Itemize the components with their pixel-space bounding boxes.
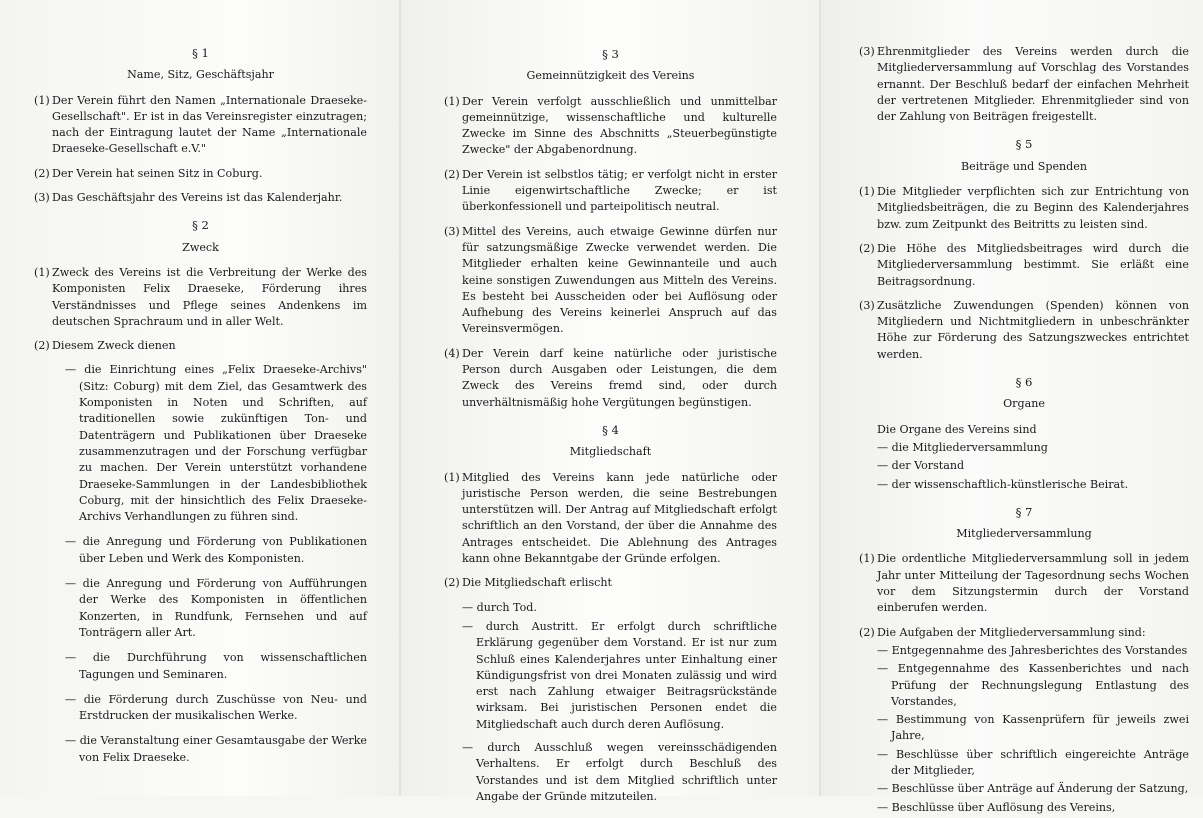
paragraph bbox=[444, 167, 777, 216]
paragraph-text: Mittel des Vereins, auch etwaige Gewinne dürfen nur für satzungsmäßige Zwecke verwendet werden. Die Mitglieder erhalten keine Gewinnanteile und auch keine sonstigen Zuwendungen aus Mitteln des Vereins. Es besteht bei Ausscheiden oder bei Auflösung oder Aufhebung des Vereins keinerlei Anspruch auf das Vereinsvermögen. bbox=[462, 224, 777, 336]
paragraph bbox=[444, 94, 777, 159]
paragraph-text: Der Verein ist selbstlos tätig; er verfolgt nicht in erster Linie eigenwirtschaftliche Zwecke; er ist überkonfessionell und parteipolitisch neutral. bbox=[462, 167, 777, 214]
section-title: Gemeinnützigkeit des Vereins bbox=[526, 69, 695, 83]
paragraph bbox=[444, 470, 777, 568]
section-sign: § 6 bbox=[1015, 375, 1033, 390]
section-sign: § 4 bbox=[602, 422, 619, 437]
paragraph bbox=[444, 575, 777, 591]
paragraph-number: (2) bbox=[444, 167, 460, 181]
paragraph-text: Der Verein hat seinen Sitz in Coburg. bbox=[52, 166, 263, 180]
paragraph-text: Zusätzliche Zuwendungen (Spenden) können von Mitgliedern und Nichtmitgliedern in unbeschränkter Höhe zur Förderung des Satzungszweckes entrichtet werden. bbox=[877, 298, 1189, 361]
list-item: — die Förderung durch Zuschüsse von Neu- und Erstdrucken der musikalischen Werke. bbox=[65, 692, 367, 723]
list-item: — Bestimmung von Kassenprüfern für jeweils zwei Jahre, bbox=[877, 713, 1189, 743]
section-title: Zweck bbox=[182, 240, 219, 254]
section-sign: § 3 bbox=[602, 47, 619, 61]
organs-list bbox=[877, 440, 1189, 493]
paragraph-number: (2) bbox=[444, 576, 460, 590]
section-sign: § 2 bbox=[192, 218, 209, 233]
list-item: — der Vorstand bbox=[877, 459, 965, 473]
list-item: — die Anregung und Förderung von Aufführungen der Werke des Komponisten in öffentlichen Konzerten, in Rundfunk, Fernsehen und auf Tonträgern aller Art. bbox=[65, 577, 367, 639]
paragraph-number: (1) bbox=[859, 185, 875, 199]
paragraph-number: (1) bbox=[444, 94, 460, 108]
paragraph bbox=[34, 338, 367, 354]
paragraph-number: (2) bbox=[34, 339, 50, 353]
paragraph-text: Die Mitgliedschaft erlischt bbox=[462, 576, 612, 590]
paragraph-number: (1) bbox=[444, 470, 460, 484]
list-item: — die Anregung und Förderung von Publikationen über Leben und Werk des Komponisten. bbox=[65, 535, 367, 565]
list-item: — die Durchführung von wissenschaftlichen Tagungen und Seminaren. bbox=[65, 651, 367, 681]
section-sign: § 1 bbox=[192, 46, 209, 60]
list-item: — durch Tod. bbox=[462, 600, 537, 614]
fold-line-left bbox=[399, 0, 401, 796]
list-item: — die Mitgliederversammlung bbox=[877, 440, 1048, 454]
paragraph bbox=[859, 625, 1189, 641]
paragraph-number: (2) bbox=[859, 625, 875, 639]
paragraph bbox=[34, 93, 367, 158]
paragraph bbox=[859, 184, 1189, 233]
paragraph-number: (1) bbox=[34, 93, 50, 107]
section-title: Mitgliedschaft bbox=[569, 445, 652, 459]
list-item: — Entgegennahme des Kassenberichtes und nach Prüfung der Rechnungslegung Entlastung des Vorstandes, bbox=[877, 662, 1189, 708]
paragraph-text: Die Aufgaben der Mitgliederversammlung sind: bbox=[877, 625, 1146, 639]
section-title: Mitgliederversammlung bbox=[956, 527, 1092, 541]
list-item: — Beschlüsse über Anträge auf Änderung der Satzung, bbox=[877, 782, 1189, 796]
paragraph bbox=[34, 190, 367, 206]
paragraph-number: (2) bbox=[859, 241, 875, 255]
section-sign: § 5 bbox=[1015, 137, 1033, 152]
list-item: — die Einrichtung eines „Felix Draeseke-Archivs" (Sitz: Coburg) mit dem Ziel, das Gesamtwerk des Komponisten in Noten und Schriften, auf traditionellen sowie zukünftigen Ton- und Datenträgern und Publikationen über Draeseke zusammenzutragen und der Forschung verfügbar zu machen. Der Verein unterstützt vorhandene Draeseke-Sammlungen in der Landesbibliothek Coburg, mit der hinsichtlich des Felix Draeseke-Archivs Verhandlungen zu führen sind. bbox=[65, 363, 367, 524]
section-title: Beiträge und Spenden bbox=[961, 159, 1087, 173]
section-title: Name, Sitz, Geschäftsjahr bbox=[127, 68, 274, 82]
paragraph-number: (3) bbox=[859, 45, 875, 58]
list-item: — Beschlüsse über Auflösung des Vereins, bbox=[877, 800, 1116, 814]
paragraph-text: Die Mitglieder verpflichten sich zur Entrichtung von Mitgliedsbeiträgen, die zu Beginn des Kalenderjahres bzw. zum Zeitpunkt des Beitritts zu leisten sind. bbox=[877, 185, 1189, 231]
paragraph-text: Zweck des Vereins ist die Verbreitung der Werke des Komponisten Felix Draeseke, Förderung ihres Verständnisses und Pflege seines Andenkens im deutschen Sprachraum und in aller Welt. bbox=[52, 265, 367, 328]
paragraph-text: Der Verein darf keine natürliche oder juristische Person durch Ausgaben oder Leistungen, die dem Zweck des Vereins fremd sind, oder durch unverhältnismäßig hohe Vergütungen begünstigen. bbox=[462, 346, 777, 409]
column-left bbox=[34, 45, 367, 775]
paragraph bbox=[859, 241, 1189, 290]
paragraph bbox=[34, 166, 367, 182]
paragraph-text: Der Verein führt den Namen „Internationale Draeseke-Gesellschaft". Er ist in das Vereinsregister einzutragen; nach der Eintragung lautet der Name „Internationale Draeseke-Gesellschaft e.V." bbox=[52, 93, 367, 156]
column-middle bbox=[444, 46, 777, 808]
column-right bbox=[859, 44, 1189, 818]
paragraph-text: Die ordentliche Mitgliederversammlung soll in jedem Jahr unter Mitteilung der Tagesordnung sechs Wochen vor dem Sitzungstermin durch der Vorstand einberufen werden. bbox=[877, 552, 1189, 615]
paragraph bbox=[34, 265, 367, 330]
list-item: — der wissenschaftlich-künstlerische Beirat. bbox=[877, 477, 1129, 491]
list-item: — durch Austritt. Er erfolgt durch schriftliche Erklärung gegenüber dem Vorstand. Er ist nur zum Schluß eines Kalenderjahres unter Einhaltung einer Kündigungsfrist von drei Monaten zulässig und wird erst nach Zahlung etwaiger Beitragsrückstände wirksam. Bei juristischen Personen endet die Mitgliedschaft auch durch deren Auflösung. bbox=[462, 619, 777, 731]
paragraph-number: (1) bbox=[34, 265, 50, 279]
list-item: — die Veranstaltung einer Gesamtausgabe der Werke von Felix Draeseke. bbox=[65, 734, 367, 764]
paragraph-number: (3) bbox=[859, 298, 875, 312]
paragraph bbox=[444, 346, 777, 411]
assembly-tasks-list bbox=[877, 643, 1189, 816]
paragraph bbox=[444, 224, 777, 338]
paragraph-number: (4) bbox=[444, 346, 460, 360]
paragraph-text: Ehrenmitglieder des Vereins werden durch die Mitgliederversammlung auf Vorschlag des Vorstandes ernannt. Der Beschluß bedarf der einfachen Mehrheit der vertretenen Mitglieder. Ehrenmitglieder sind von der Zahlung von Beiträgen freigestellt. bbox=[877, 45, 1189, 124]
paragraph-number: (2) bbox=[34, 166, 50, 180]
paragraph bbox=[859, 551, 1189, 616]
purpose-list bbox=[65, 362, 367, 766]
paragraph bbox=[859, 44, 1189, 125]
paragraph-text: Die Höhe des Mitgliedsbeitrages wird durch die Mitgliederversammlung bestimmt. Sie erläßt eine Beitragsordnung. bbox=[877, 241, 1189, 288]
paragraph-text: Mitglied des Vereins kann jede natürliche oder juristische Person werden, die seine Bestrebungen unterstützen will. Der Antrag auf Mitgliedschaft erfolgt schriftlich an den Vorstand, der über die Annahme des Antrages entscheidet. Die Ablehnung des Antrages kann ohne Bekanntgabe der Gründe erfolgen. bbox=[462, 470, 777, 566]
list-item: — Beschlüsse über schriftlich eingereichte Anträge der Mitglieder, bbox=[877, 747, 1189, 777]
paragraph-number: (3) bbox=[34, 191, 50, 205]
paragraph-text: Der Verein verfolgt ausschließlich und unmittelbar gemeinnützige, wissenschaftliche und kulturelle Zwecke im Sinne des Abschnitts „Steuerbegünstigte Zwecke" der Abgabenordnung. bbox=[462, 94, 777, 157]
termination-list bbox=[462, 600, 777, 806]
list-item: — durch Ausschluß wegen vereinsschädigenden Verhaltens. Er erfolgt durch Beschluß des Vorstandes und ist dem Mitglied schriftlich unter Angabe der Gründe mitzuteilen. bbox=[462, 740, 777, 803]
paragraph-number: (3) bbox=[444, 224, 460, 238]
list-item: — Entgegennahme des Jahresberichtes des Vorstandes bbox=[877, 643, 1188, 657]
paragraph-number: (1) bbox=[859, 552, 875, 566]
fold-line-right bbox=[819, 0, 821, 796]
section-title: Organe bbox=[1003, 397, 1045, 411]
paragraph-text: Das Geschäftsjahr des Vereins ist das Kalenderjahr. bbox=[52, 191, 343, 205]
section-sign: § 7 bbox=[1015, 504, 1033, 519]
paragraph bbox=[859, 298, 1189, 363]
organs-intro: Die Organe des Vereins sind bbox=[877, 422, 1037, 436]
paragraph-text: Diesem Zweck dienen bbox=[52, 339, 176, 353]
